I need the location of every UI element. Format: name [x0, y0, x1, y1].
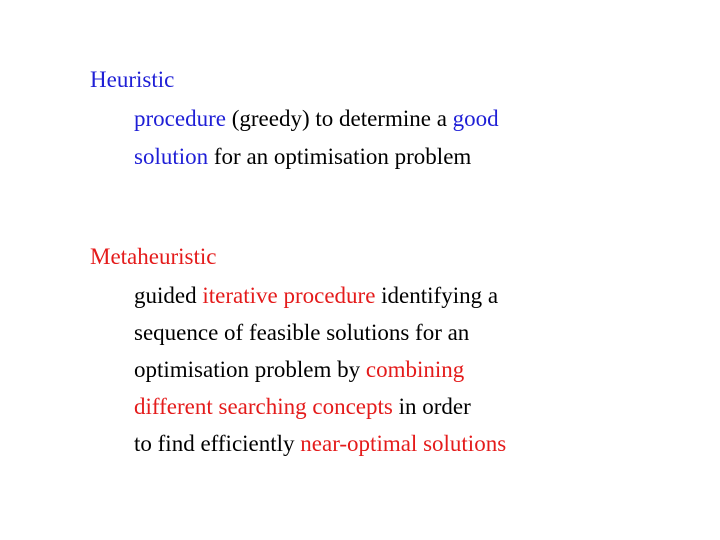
- definition-text: identifying a: [375, 283, 499, 308]
- definition-text: in order: [392, 394, 471, 419]
- highlight-near-optimal-solutions: near-optimal solutions: [300, 431, 507, 456]
- definition-text: (greedy) to determine a: [225, 106, 453, 131]
- definition-text: optimisation problem by: [134, 357, 366, 382]
- metaheuristic-definition-line-3: [134, 356, 464, 384]
- metaheuristic-definition-line-2: [134, 319, 469, 347]
- metaheuristic-definition-line-1: [134, 282, 498, 310]
- highlight-combining: combining: [365, 357, 465, 382]
- highlight-solution: solution: [134, 144, 209, 169]
- definition-text: sequence of feasible solutions for an: [134, 320, 470, 345]
- metaheuristic-definition-line-4: [134, 393, 471, 421]
- definition-text: for an optimisation problem: [208, 144, 472, 169]
- highlight-procedure: procedure: [134, 106, 226, 131]
- highlight-different-searching-concepts: different searching concepts: [134, 394, 393, 419]
- heuristic-definition-line-1: [134, 105, 499, 133]
- heuristic-term: Heuristic: [90, 67, 175, 92]
- definition-text: guided: [134, 283, 203, 308]
- metaheuristic-term: Metaheuristic: [90, 244, 217, 269]
- heuristic-definition-line-2: [134, 143, 471, 171]
- definition-text: to find efficiently: [134, 431, 301, 456]
- highlight-good: good: [452, 106, 499, 131]
- highlight-iterative-procedure: iterative procedure: [202, 283, 376, 308]
- metaheuristic-definition-line-5: [134, 430, 506, 458]
